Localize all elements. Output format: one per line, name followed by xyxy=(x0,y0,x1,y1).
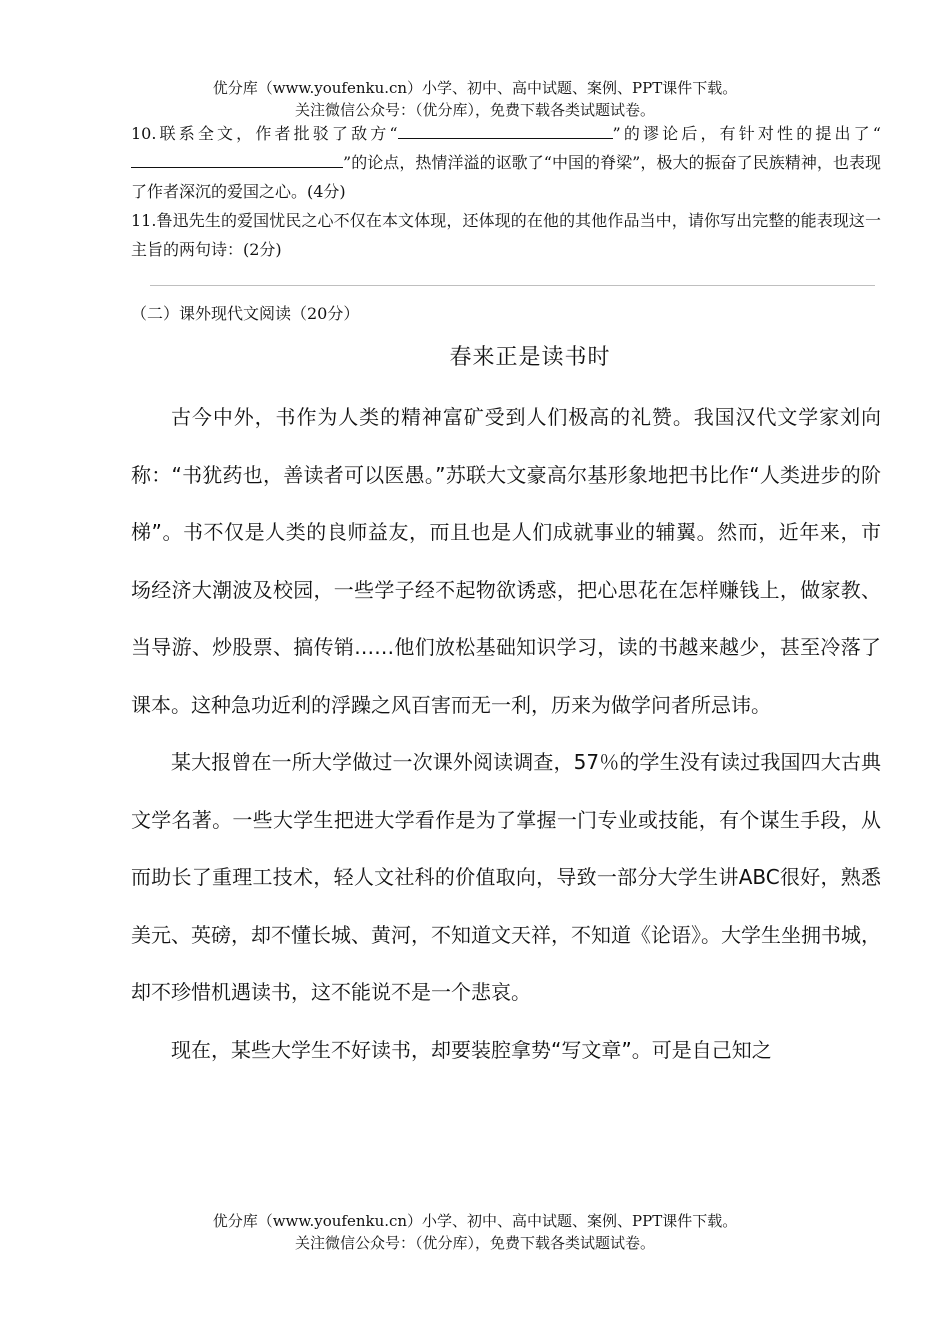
header-line-2: 关注微信公众号：（优分库），免费下载各类试题试卷。 xyxy=(294,101,655,119)
article-paragraph: 古今中外，书作为人类的精神富矿受到人们极高的礼赞。我国汉代文学家刘向称：“书犹药也，善读者可以医愚。”苏联大文豪高尔基形象地把书比作“人类进步的阶梯”。书不仅是人类的良师益友，而且也是人们成就事业的辅翼。然而，近年来，市场经济大潮波及校园，一些学子经不起物欲诱惑，把心思花在怎样赚钱上，做家教、当导游、炒股票、搞传销……他们放松基础知识学习，读的书越来越少，甚至冷落了课本。这种急功近利的浮躁之风百害而无一利，历来为做学问者所忌讳。 xyxy=(131,405,881,717)
question-10 xyxy=(131,119,881,206)
page-header xyxy=(0,77,950,121)
question-10-part3: ”的论点，热情洋溢的讴歌了“中国的脊梁”，极大的振奋了民族精神，也表现了作者深沉的爱国之心。(4分) xyxy=(131,153,881,201)
answer-line-divider xyxy=(150,285,875,286)
questions-block xyxy=(131,119,881,264)
article-body xyxy=(131,389,881,1079)
answer-blank-1[interactable] xyxy=(398,120,613,139)
question-10-part1: 10.联系全文，作者批驳了敌方“ xyxy=(131,124,398,143)
article-title: 春来正是读书时 xyxy=(449,345,611,370)
footer-line-2: 关注微信公众号：（优分库），免费下载各类试题试卷。 xyxy=(294,1234,655,1252)
footer-line-1: 优分库（www.youfenku.cn）小学、初中、高中试题、案例、PPT课件下载。 xyxy=(212,1212,738,1230)
answer-blank-2[interactable] xyxy=(131,149,343,168)
section-title: （二）课外现代文阅读（20分） xyxy=(131,304,360,323)
header-line-1: 优分库（www.youfenku.cn）小学、初中、高中试题、案例、PPT课件下载。 xyxy=(212,79,738,97)
question-11: 11.鲁迅先生的爱国忧民之心不仅在本文体现，还体现的在他的其他作品当中，请你写出完整的能表现这一主旨的两句诗：(2分) xyxy=(131,211,881,259)
page-footer xyxy=(0,1210,950,1254)
article-paragraph: 现在，某些大学生不好读书，却要装腔拿势“写文章”。可是自己知之 xyxy=(171,1037,772,1062)
question-10-part2: ”的谬论后，有针对性的提出了“ xyxy=(612,124,881,143)
article-paragraph: 某大报曾在一所大学做过一次课外阅读调查，57％的学生没有读过我国四大古典文学名著。一些大学生把进大学看作是为了掌握一门专业或技能，有个谋生手段，从而助长了重理工技术，轻人文社科的价值取向，导致一部分大学生讲ABC很好，熟悉美元、英磅，却不懂长城、黄河，不知道文天祥，不知道《论语》。大学生坐拥书城，却不珍惜机遇读书，这不能说不是一个悲哀。 xyxy=(131,750,881,1004)
